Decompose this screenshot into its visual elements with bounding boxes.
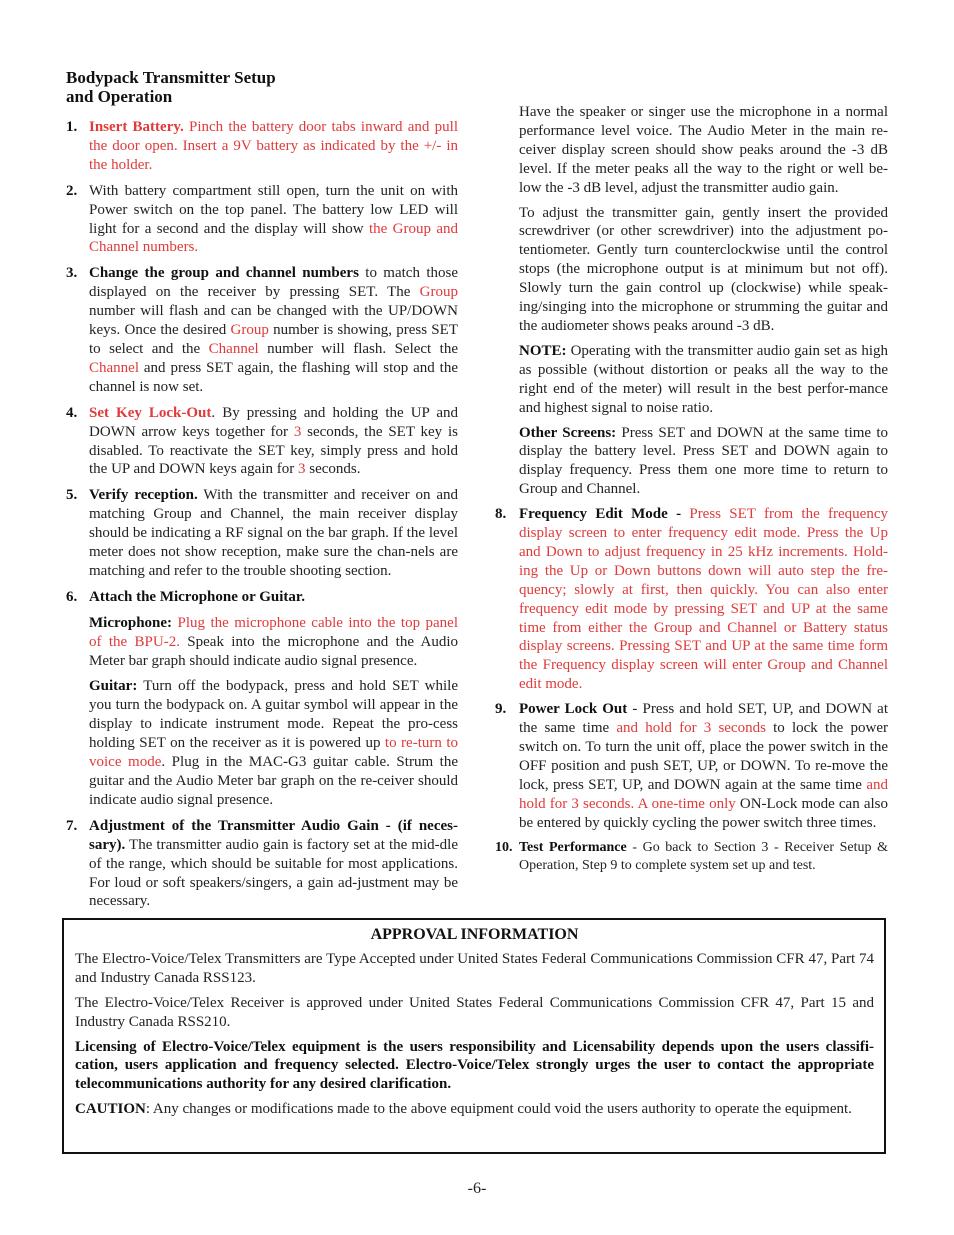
sub-text: Speak into the microphone and the Audio Meter bar graph should indicate audio signal presence. bbox=[89, 633, 459, 669]
left-column bbox=[66, 118, 458, 918]
section-title-line2: and Operation bbox=[66, 87, 173, 106]
note-text: Operating with the transmitter audio gain set as high as possible (without distortion or peaks all the way to the right end of the meter) will result in the best perfor-mance and highest signal to noise ratio. bbox=[519, 342, 888, 416]
step-number: 6. bbox=[66, 588, 78, 605]
page-number: -6- bbox=[467, 1180, 487, 1197]
step-text: number is showing, press SET to select and the bbox=[89, 322, 458, 357]
step-number: 8. bbox=[495, 506, 507, 523]
step-number: 4. bbox=[66, 404, 78, 421]
step-heading: Verify reception. bbox=[89, 487, 198, 504]
step-heading: Power Lock Out bbox=[519, 701, 628, 718]
step-text: number will flash and can be changed with the UP/DOWN keys. Once the desired bbox=[89, 303, 458, 339]
step-number: 5. bbox=[66, 487, 78, 504]
step-text: ON-Lock mode can also be entered by quickly cycling the power switch three times. bbox=[519, 795, 888, 831]
step-text: and press SET again, the flashing will stop and the channel is now set. bbox=[89, 359, 458, 395]
step-text: to lock the power switch on. To turn the unit off, place the power switch in the OFF position and push SET, UP, or DOWN. To re-move the lock, press SET, UP, and DOWN again at the same time bbox=[519, 720, 888, 793]
step-number: 2. bbox=[66, 182, 78, 199]
sub-heading: Microphone: bbox=[89, 614, 173, 631]
step-number: 7. bbox=[66, 817, 78, 834]
approval-heading: APPROVAL INFORMATION bbox=[370, 926, 579, 943]
step-heading: Test Performance bbox=[519, 839, 627, 855]
step-number: 3. bbox=[66, 265, 78, 282]
caution-text bbox=[75, 1100, 874, 1119]
step-highlight: 3 bbox=[297, 461, 306, 478]
step-insert-battery bbox=[66, 118, 458, 175]
step-text: - Press and hold SET, UP, and DOWN at the same time bbox=[519, 701, 888, 737]
step-frequency-edit bbox=[495, 505, 888, 694]
step-text: With battery compartment still open, turn the unit on with Power switch on the top panel. The battery low LED will light for a second and the display will show bbox=[89, 182, 458, 237]
section-title-line1: Bodypack Transmitter Setup bbox=[66, 68, 276, 87]
step-highlight: Press SET from the frequency display screen to enter frequency edit mode. Press the Up and Down to adjust frequency in 25 kHz increments. Hold-ing the Up or Down buttons down will auto step the fre-quency; slowly at first, then quickly. You can also enter frequency edit mode by pressing SET and UP at the same time from either the Group and Channel or Battery status display screens. Pressing SET and UP at the same time form the Frequency display screen will enter Group and Channel edit mode. bbox=[519, 506, 888, 693]
step-text: seconds, the SET key is disabled. To reactivate the SET key, simply press and hold the UP and DOWN keys again for bbox=[89, 423, 458, 478]
step-number: 1. bbox=[66, 119, 78, 135]
step-heading: Frequency Edit Mode - bbox=[519, 506, 682, 523]
step-text: number will flash. Select the bbox=[258, 340, 459, 357]
gain-paragraph-1: Have the speaker or singer use the microphone in a normal performance level voice. The Audio Meter in the main re-ceiver display screen should show peaks around the -3 dB level. If the meter peaks all the way to the right or well be-low the -3 dB level, adjust the transmitter audio gain. bbox=[519, 104, 888, 196]
note-label: NOTE: bbox=[519, 342, 567, 359]
step-heading: Set Key Lock-Out bbox=[89, 404, 212, 421]
guitar-instructions bbox=[66, 677, 458, 809]
gain-paragraph-2: To adjust the transmitter gain, gently insert the provided screwdriver (or other screwdriver) into the adjustment po-tentiometer. Gently turn counterclockwise until the control stops (the microphone output is at minimum but not off). Slowly turn the gain control up (clockwise) while speak-ing/singing into the microphone or strumming the guitar and the audiometer shows peaks around -3 dB. bbox=[519, 204, 888, 334]
sub-text: . Plug in the MAC-G3 guitar cable. Strum the guitar and the Audio Meter bar graph on the re-ceiver should indicate audio signal presence. bbox=[89, 754, 458, 808]
sub-highlight: to re-turn to voice mode bbox=[89, 735, 458, 771]
step-heading: Adjustment of the Transmitter Audio Gain - (if neces-sary). bbox=[89, 817, 458, 853]
step-text: With the transmitter and receiver on and matching Group and Channel, the main receiver display should be indicating a RF signal on the bar graph. If the level meter does not show reception, make sure the chan-nels are matching and refer to the trouble shooting section. bbox=[89, 487, 459, 579]
caution-body: : Any changes or modifications made to the above equipment could void the users authority to operate the equipment. bbox=[145, 1101, 852, 1118]
step-highlight: the Group and Channel numbers. bbox=[89, 220, 459, 256]
step-number: 9. bbox=[495, 701, 507, 718]
approval-transmitters-text: The Electro-Voice/Telex Transmitters are Type Accepted under United States Federal Communications Commission CFR 47, Part 74 and Industry Canada RSS123. bbox=[75, 950, 874, 986]
step-text: - Go back to Section 3 - Receiver Setup & Operation, Step 9 to complete system set up and test. bbox=[519, 839, 888, 874]
step-highlight: and hold for 3 seconds. A one-time only bbox=[519, 776, 888, 812]
sub-highlight: Plug the microphone cable into the top panel of the BPU-2. bbox=[89, 614, 458, 650]
other-screens-text: Press SET and DOWN at the same time to display the battery level. Press SET and DOWN again to display frequency. Press them one more time to return to Group and Channel. bbox=[519, 424, 888, 498]
step-power-on bbox=[66, 182, 458, 258]
note-paragraph bbox=[495, 342, 888, 418]
caution-label: CAUTION bbox=[75, 1101, 146, 1118]
approval-receiver-text: The Electro-Voice/Telex Receiver is approved under United States Federal Communications Commission CFR 47, Part 15 and Industry Canada RSS210. bbox=[75, 994, 874, 1030]
step-highlight: Channel bbox=[89, 359, 139, 376]
step-text: The transmitter audio gain is factory set at the mid-dle of the range, which should be suitable for most applications. For loud or soft speakers/singers, a gain ad-justment may be necessary. bbox=[89, 836, 458, 910]
step-audio-gain bbox=[66, 817, 458, 912]
step-power-lockout bbox=[495, 700, 888, 832]
step-test-performance bbox=[495, 839, 888, 877]
step-highlight: 3 bbox=[293, 423, 302, 440]
step-text: to match those displayed on the receiver by pressing SET. The bbox=[89, 265, 458, 301]
step-highlight: Channel bbox=[208, 340, 259, 357]
step-heading: Change the group and channel numbers bbox=[89, 265, 359, 282]
approval-information-box bbox=[62, 918, 886, 1154]
step-text: Pinch the battery door tabs inward and pull the door open. Insert a 9V battery as indicated by the +/- in the holder. bbox=[89, 119, 458, 173]
step-highlight: Group bbox=[419, 284, 458, 301]
sub-text: Turn off the bodypack, press and hold SET while you turn the bodypack on. A guitar symbol will appear in the display to indicate instrument mode. Repeat the pro-cess holding SET on the receiver as it is powered up bbox=[89, 678, 458, 752]
step-text: seconds. bbox=[305, 461, 361, 478]
step-key-lockout bbox=[66, 404, 458, 480]
step-change-group-channel bbox=[66, 264, 458, 396]
step-heading: Insert Battery. bbox=[89, 119, 184, 135]
other-screens-paragraph bbox=[495, 424, 888, 500]
sub-heading: Guitar: bbox=[89, 678, 138, 695]
step-highlight: Group bbox=[230, 322, 269, 339]
licensing-text: Licensing of Electro-Voice/Telex equipment is the users responsibility and Licensability depends upon the users classifi-cation, users application and frequency selected. Electro-Voice/Telex strongly urges the user to contact the appropriate telecommunications authority for any desired clarification. bbox=[75, 1038, 874, 1093]
step-heading: Attach the Microphone or Guitar. bbox=[89, 588, 305, 605]
other-screens-label: Other Screens: bbox=[519, 424, 617, 441]
step-text: . By pressing and holding the UP and DOWN arrow keys together for bbox=[89, 404, 459, 440]
microphone-instructions bbox=[66, 614, 458, 671]
step-highlight: and hold for 3 seconds bbox=[616, 720, 766, 737]
step-verify-reception bbox=[66, 486, 458, 581]
right-column bbox=[495, 103, 888, 882]
step-number: 10. bbox=[495, 839, 513, 855]
section-title bbox=[66, 68, 276, 106]
step-attach-mic-guitar bbox=[66, 588, 458, 607]
